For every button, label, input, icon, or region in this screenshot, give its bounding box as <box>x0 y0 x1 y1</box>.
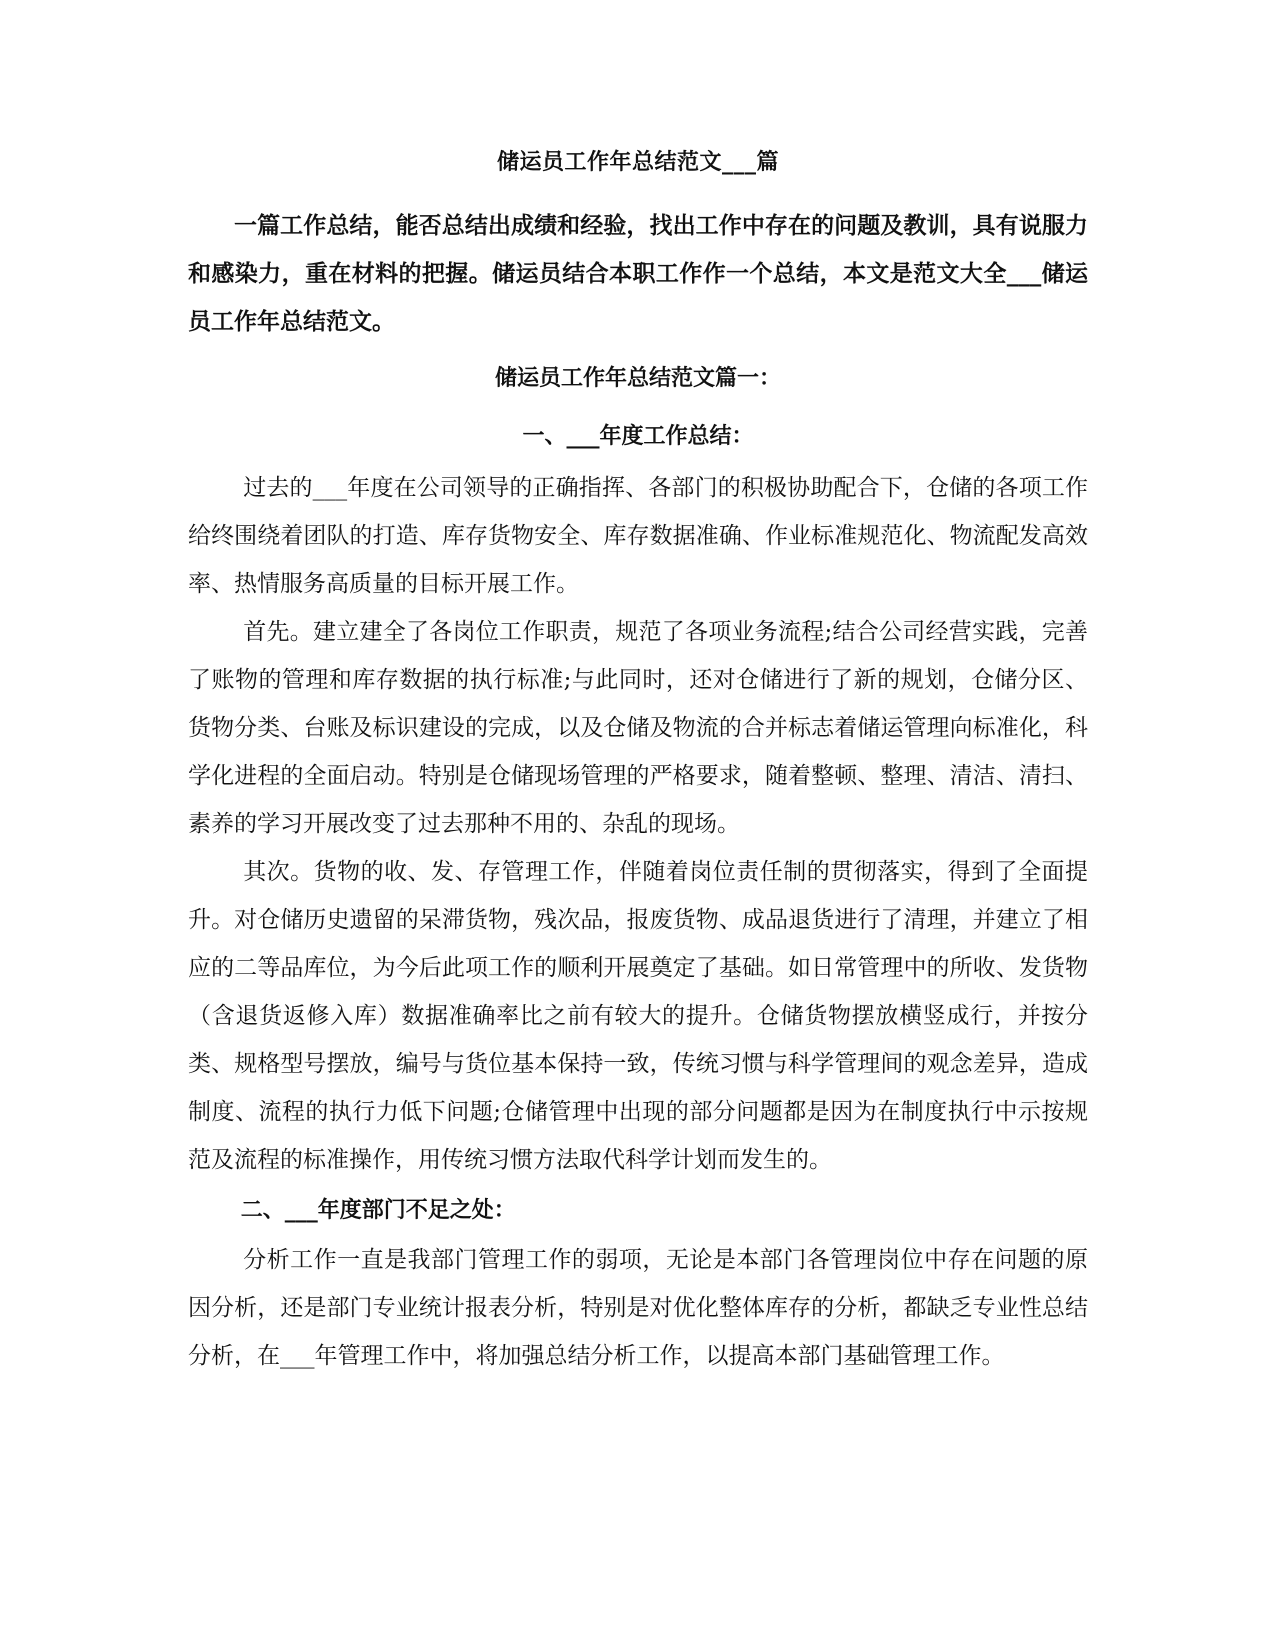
article-subtitle: 储运员工作年总结范文篇一： <box>494 365 781 391</box>
section-2-heading: 二、___年度部门不足之处： <box>240 1197 516 1223</box>
document-page <box>188 142 1088 1380</box>
section-1-paragraph-3: 其次。货物的收、发、存管理工作，伴随着岗位责任制的贯彻落实，得到了全面提升。对仓储历史遗留的呆滞货物，残次品，报废货物、成品退货进行了清理，并建立了相应的二等品库位，为今后此项工作的顺利开展奠定了基础。如日常管理中的所收、发货物（含退货返修入库）数据准确率比之前有较大的提升。仓储货物摆放横竖成行，并按分类、规格型号摆放，编号与货位基本保持一致，传统习惯与科学管理间的观念差异，造成制度、流程的执行力低下问题;仓储管理中出现的部分问题都是因为在制度执行中示按规范及流程的标准操作，用传统习惯方法取代科学计划而发生的。 <box>188 859 1088 1173</box>
intro-paragraph: 一篇工作总结，能否总结出成绩和经验，找出工作中存在的问题及教训，具有说服力和感染力，重在材料的把握。储运员结合本职工作作一个总结，本文是范文大全___储运员工作年总结范文。 <box>188 212 1088 335</box>
section-1-paragraph-1: 过去的___年度在公司领导的正确指挥、各部门的积极协助配合下，仓储的各项工作给终围绕着团队的打造、库存货物安全、库存数据准确、作业标准规范化、物流配发高效率、热情服务高质量的目标开展工作。 <box>188 475 1088 597</box>
section-1-paragraph-2: 首先。建立建全了各岗位工作职责，规范了各项业务流程;结合公司经营实践，完善了账物的管理和库存数据的执行标准;与此同时，还对仓储进行了新的规划，仓储分区、货物分类、台账及标识建设的完成，以及仓储及物流的合并标志着储运管理向标准化，科学化进程的全面启动。特别是仓储现场管理的严格要求，随着整顿、整理、清洁、清扫、素养的学习开展改变了过去那种不用的、杂乱的现场。 <box>188 619 1088 837</box>
document-title: 储运员工作年总结范文___篇 <box>496 149 779 175</box>
section-1-heading: 一、___年度工作总结： <box>522 423 754 449</box>
section-2-paragraph-1: 分析工作一直是我部门管理工作的弱项，无论是本部门各管理岗位中存在问题的原因分析，还是部门专业统计报表分析，特别是对优化整体库存的分析，都缺乏专业性总结分析，在___年管理工作中，将加强总结分析工作，以提高本部门基础管理工作。 <box>188 1247 1088 1369</box>
